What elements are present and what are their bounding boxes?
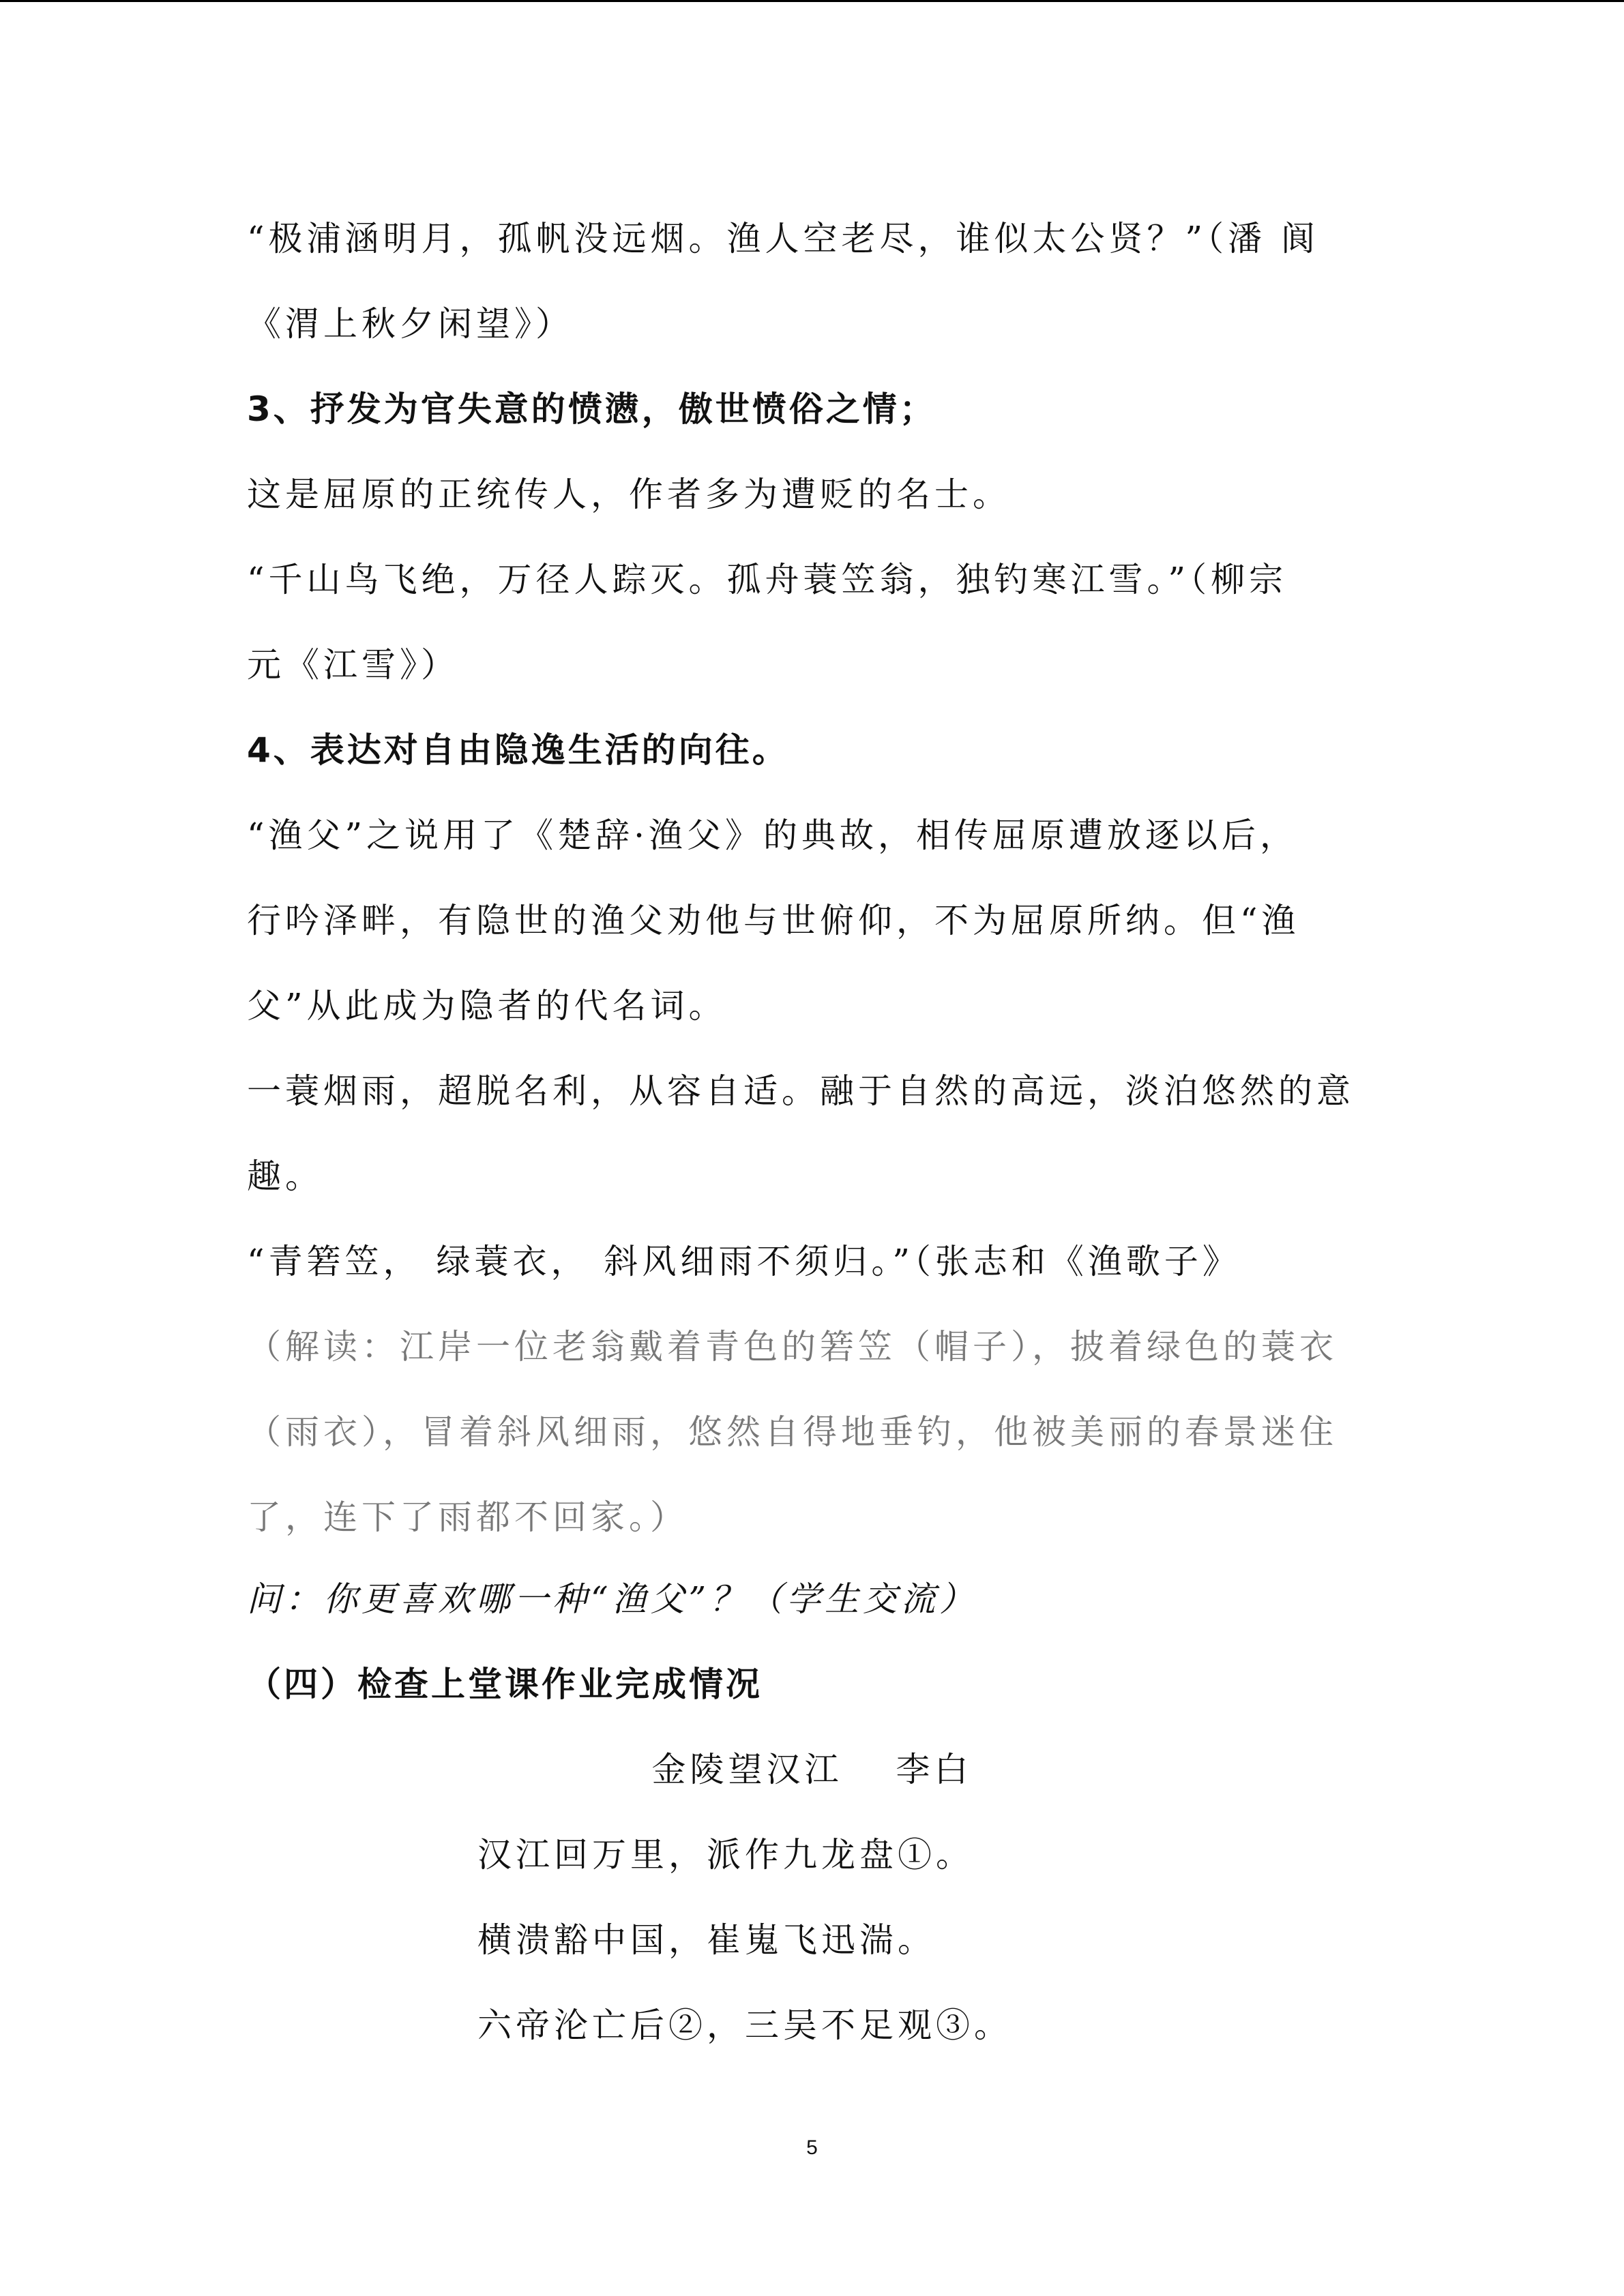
quote-pan-lang-line-2: 《渭上秋夕闲望》） bbox=[247, 304, 574, 344]
poem-line-3: 六帝沦亡后②，三吴不足观③。 bbox=[477, 2006, 1012, 2045]
paragraph-yufu-line-2: 行吟泽畔，有隐世的渔父劝他与世俯仰，不为屈原所纳。但“渔 bbox=[247, 901, 1300, 940]
paragraph-yufu-line-1: “渔父”之说用了《楚辞·渔父》的典故，相传屈原遭放逐以后， bbox=[247, 816, 1299, 855]
paragraph-yisuo-line-2: 趣。 bbox=[247, 1157, 323, 1196]
poem-title-author: 金陵望汉江 李白 bbox=[651, 1750, 973, 1789]
quote-yu-ge-zi: “青箬笠， 绿蓑衣， 斜风细雨不须归。”（张志和《渔歌子》 bbox=[247, 1242, 1241, 1281]
page-number: 5 bbox=[806, 2136, 818, 2159]
section-heading-4: 4、表达对自由隐逸生活的向往。 bbox=[247, 730, 789, 770]
quote-pan-lang-line-1: “极浦涵明月，孤帆没远烟。渔人空老尽，谁似太公贤？”（潘 阆 bbox=[247, 219, 1320, 258]
interpretation-line-1: （解读：江岸一位老翁戴着青色的箬笠（帽子），披着绿色的蓑衣 bbox=[247, 1327, 1338, 1367]
discussion-question: 问：你更喜欢哪一种“渔父”？（学生交流） bbox=[247, 1579, 978, 1619]
interpretation-line-3: 了，连下了雨都不回家。） bbox=[247, 1497, 688, 1537]
poem-line-2: 横溃豁中国，崔嵬飞迅湍。 bbox=[477, 1920, 936, 1960]
section-heading-check-homework: （四）检查上堂课作业完成情况 bbox=[247, 1665, 763, 1704]
quote-jiang-xue-line-1: “千山鸟飞绝，万径人踪灭。孤舟蓑笠翁，独钓寒江雪。”（柳宗 bbox=[247, 560, 1288, 599]
paragraph-yisuo-line-1: 一蓑烟雨，超脱名利，从容自适。融于自然的高远，淡泊悠然的意 bbox=[247, 1071, 1355, 1111]
poem-line-1: 汉江回万里，派作九龙盘①。 bbox=[477, 1835, 974, 1875]
quote-jiang-xue-line-2: 元《江雪》） bbox=[247, 645, 459, 685]
interpretation-line-2: （雨衣），冒着斜风细雨，悠然自得地垂钓，他被美丽的春景迷住 bbox=[247, 1412, 1338, 1452]
section-heading-3: 3、抒发为官失意的愤懑，傲世愤俗之情； bbox=[247, 389, 936, 429]
paragraph-yufu-line-3: 父”从此成为隐者的代名词。 bbox=[247, 986, 727, 1026]
paragraph-qu-yuan-heir: 这是屈原的正统传人，作者多为遭贬的名士。 bbox=[247, 475, 1011, 514]
